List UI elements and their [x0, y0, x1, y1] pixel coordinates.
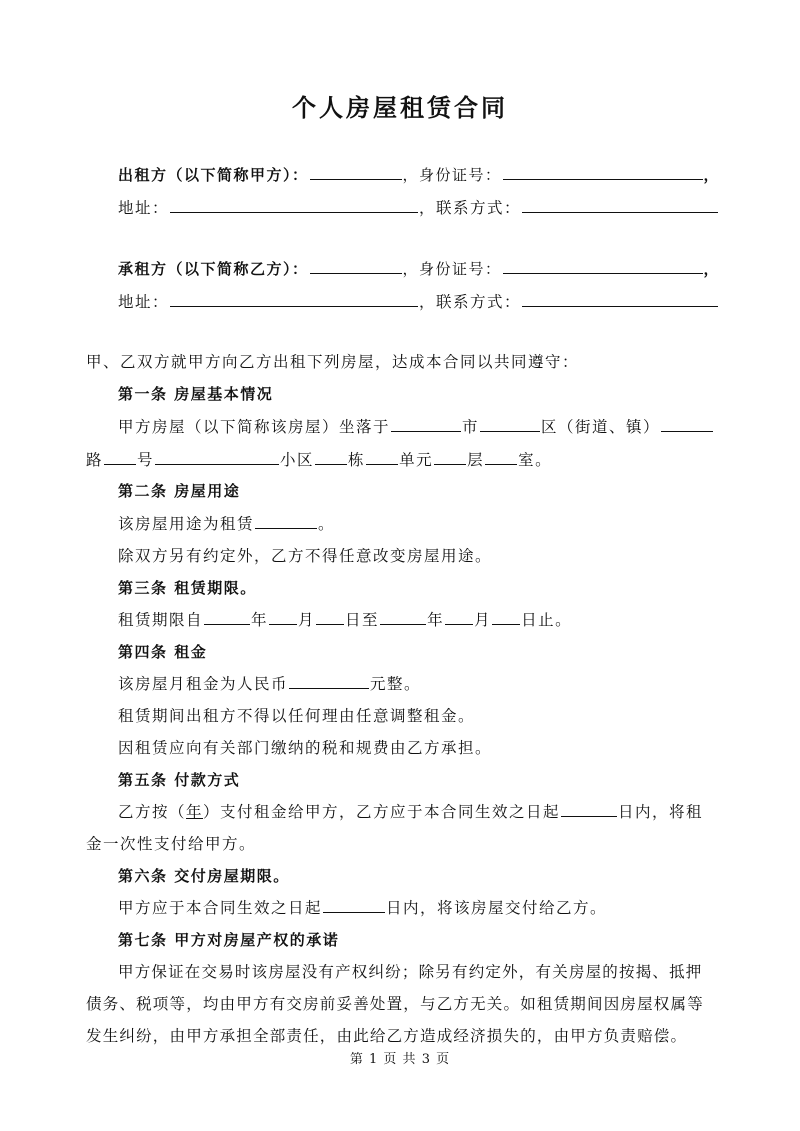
lessee-label: 承租方（以下简称乙方）：	[118, 260, 309, 278]
lessee-address-blank[interactable]	[170, 292, 418, 307]
lessee-address-line	[118, 292, 719, 312]
lessee-id-label: ，身份证号：	[402, 260, 502, 278]
end-year-label: 年	[427, 611, 445, 629]
usage-text: 该房屋用途为租赁	[118, 515, 255, 533]
district-blank[interactable]	[480, 417, 540, 432]
lessor-contact-label: ，联系方式：	[419, 199, 522, 217]
floor-label: 层	[467, 451, 485, 469]
article-5-heading: 第五条 付款方式	[118, 771, 241, 789]
number-label: 号	[137, 451, 155, 469]
delivery-days-blank[interactable]	[323, 898, 385, 913]
rent-text: 该房屋月租金为人民币	[118, 675, 289, 693]
article-5-line-2: 金一次性支付给甲方。	[86, 835, 257, 853]
article-3-heading: 第三条 租赁期限。	[118, 579, 257, 597]
document-title: 个人房屋租赁合同	[292, 94, 508, 122]
city-label: 市	[462, 418, 480, 436]
payment-text-start: 乙方按（	[118, 803, 187, 821]
community-label: 小区	[280, 451, 315, 469]
rent-amount-blank[interactable]	[289, 674, 369, 689]
end-day-blank[interactable]	[492, 610, 520, 625]
article-4-line-1	[118, 674, 421, 694]
article-1-line-1	[118, 417, 714, 437]
article-7-line-3: 发生纠纷，由甲方承担全部责任，由此给乙方造成经济损失的，由甲方负责赔偿。	[86, 1027, 688, 1045]
delivery-text: 甲方应于本合同生效之日起	[118, 899, 323, 917]
article-3-line-1	[118, 610, 572, 630]
city-blank[interactable]	[391, 417, 461, 432]
article-7-line-2: 债务、税项等，均由甲方有交房前妥善处置，与乙方无关。如租赁期间因房屋权属等	[86, 995, 704, 1013]
room-blank[interactable]	[485, 450, 517, 465]
building-blank[interactable]	[315, 450, 347, 465]
start-month-label: 月	[298, 611, 316, 629]
lessor-id-blank[interactable]	[503, 165, 703, 180]
end-month-blank[interactable]	[445, 610, 473, 625]
end-year-blank[interactable]	[380, 610, 426, 625]
article-4-heading: 第四条 租金	[118, 643, 208, 661]
term-from-label: 租赁期限自	[118, 611, 204, 629]
lessor-label: 出租方（以下简称甲方）：	[118, 166, 309, 184]
start-day-blank[interactable]	[316, 610, 344, 625]
lessor-address-label: 地址：	[118, 199, 170, 217]
lessee-id-blank[interactable]	[503, 259, 703, 274]
rent-unit: 元整。	[370, 675, 422, 693]
article-4-line-2: 租赁期间出租方不得以任何理由任意调整租金。	[118, 707, 476, 725]
lessee-name-blank[interactable]	[310, 259, 402, 274]
room-label: 室。	[518, 451, 553, 469]
article-1-line-2	[86, 450, 552, 470]
payment-days-blank[interactable]	[561, 802, 617, 817]
unit-blank[interactable]	[366, 450, 398, 465]
unit-label: 单元	[399, 451, 434, 469]
start-year-label: 年	[251, 611, 269, 629]
article-6-heading: 第六条 交付房屋期限。	[118, 867, 290, 885]
usage-end: 。	[318, 515, 336, 533]
article-4-line-3: 因租赁应向有关部门缴纳的税和规费由乙方承担。	[118, 739, 493, 757]
article-7-line-1: 甲方保证在交易时该房屋没有产权纠纷；除另有约定外，有关房屋的按揭、抵押	[118, 963, 703, 981]
delivery-text-end: 日内，将该房屋交付给乙方。	[386, 899, 608, 917]
end-day-label: 日止。	[521, 611, 573, 629]
lessor-id-label: ，身份证号：	[402, 166, 502, 184]
lessee-end: ，	[703, 260, 721, 278]
lessor-address-line	[118, 198, 719, 218]
payment-text-end: 日内，将租	[618, 803, 704, 821]
number-blank[interactable]	[104, 450, 136, 465]
district-label: 区（街道、镇）	[541, 418, 661, 436]
article-2-line-1	[118, 514, 335, 534]
building-label: 栋	[348, 451, 366, 469]
article-1-heading: 第一条 房屋基本情况	[118, 385, 274, 403]
street-blank[interactable]	[661, 417, 713, 432]
article-6-line-1	[118, 898, 607, 918]
lessee-name-line	[118, 259, 720, 279]
payment-text-middle: ）支付租金给甲方，乙方应于本合同生效之日起	[203, 803, 561, 821]
lessor-end: ，	[703, 166, 721, 184]
road-label: 路	[86, 451, 104, 469]
lessor-contact-blank[interactable]	[522, 198, 718, 213]
article-2-line-2: 除双方另有约定外，乙方不得任意改变房屋用途。	[118, 547, 493, 565]
start-month-blank[interactable]	[269, 610, 297, 625]
article-5-line-1	[118, 802, 703, 822]
usage-blank[interactable]	[255, 514, 317, 529]
lessee-contact-label: ，联系方式：	[419, 293, 522, 311]
floor-blank[interactable]	[434, 450, 466, 465]
lessee-contact-blank[interactable]	[522, 292, 718, 307]
lessor-name-blank[interactable]	[310, 165, 402, 180]
page-footer: 第 1 页 共 3 页	[349, 1052, 451, 1067]
end-month-label: 月	[474, 611, 492, 629]
lessor-address-blank[interactable]	[170, 198, 418, 213]
article-2-heading: 第二条 房屋用途	[118, 482, 241, 500]
start-year-blank[interactable]	[204, 610, 250, 625]
location-text: 甲方房屋（以下简称该房屋）坐落于	[118, 418, 391, 436]
article-7-heading: 第七条 甲方对房屋产权的承诺	[118, 931, 340, 949]
lessor-name-line	[118, 165, 720, 185]
lessee-address-label: 地址：	[118, 293, 170, 311]
intro-paragraph: 甲、乙双方就甲方向乙方出租下列房屋，达成本合同以共同遵守：	[86, 353, 580, 371]
payment-period: 年	[186, 803, 204, 821]
start-day-label: 日至	[345, 611, 380, 629]
community-blank[interactable]	[155, 450, 279, 465]
